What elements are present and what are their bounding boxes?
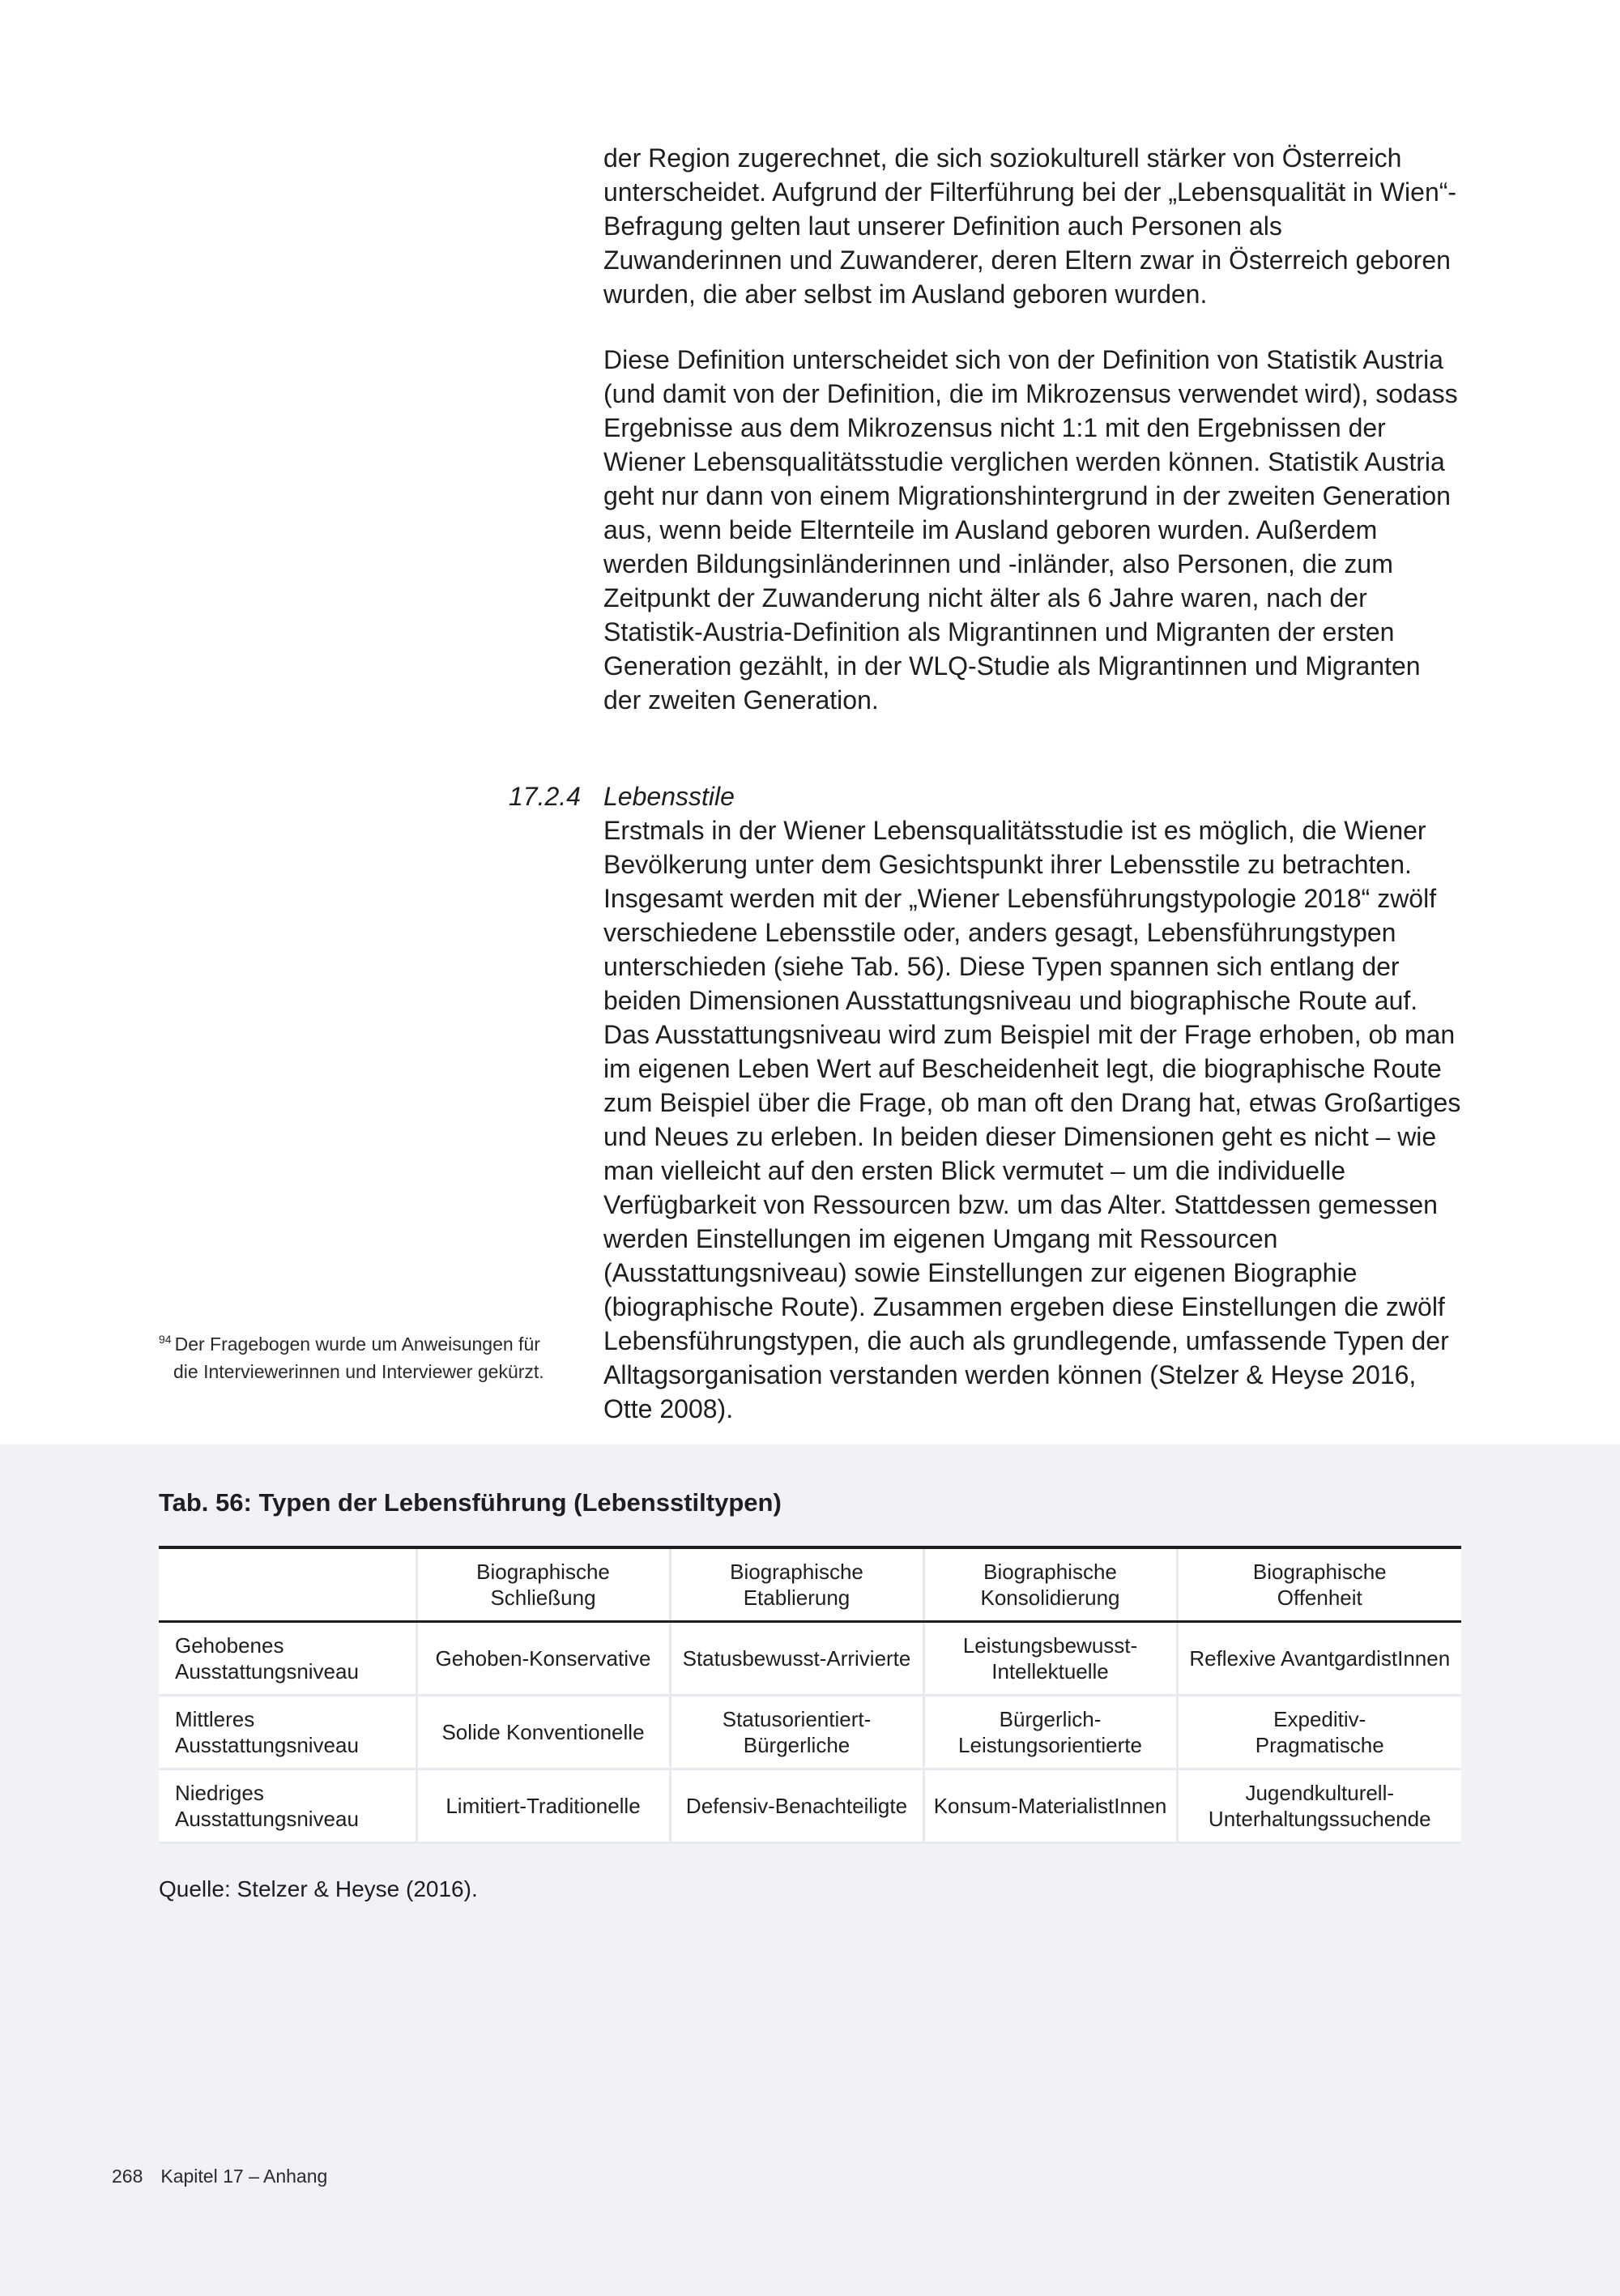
footnote (159, 1325, 548, 1385)
table-source: Quelle: Stelzer & Heyse (2016). (159, 1876, 478, 1901)
table-row (159, 1769, 1461, 1843)
table-cell: Jugendkulturell- Unterhaltungssuchende (1177, 1769, 1461, 1843)
table-cell: Defensiv-Benachteiligte (670, 1769, 923, 1843)
table-row-label: Mittleres Ausstattungsniveau (159, 1696, 416, 1769)
footnote-number: 94 (159, 1333, 172, 1346)
table-row-label: Niedriges Ausstattungsniveau (159, 1769, 416, 1843)
table-row (159, 1622, 1461, 1696)
footnote-line-1: Der Fragebogen wurde um Anweisungen für (174, 1334, 540, 1355)
table-title: Tab. 56: Typen der Lebensführung (Lebensstiltypen) (159, 1488, 782, 1517)
page-number: 268 (112, 2166, 143, 2187)
footnote-line-2: die Interviewerinnen und Interviewer gekürzt. (173, 1361, 544, 1382)
table-row (159, 1696, 1461, 1769)
table-cell: Expeditiv- Pragmatische (1177, 1696, 1461, 1769)
chapter-label: Kapitel 17 – Anhang (160, 2166, 328, 2187)
table-cell: Konsum-MaterialistInnen (923, 1769, 1177, 1843)
table-header-cell: Biographische Konsolidierung (923, 1547, 1177, 1622)
section-number: 17.2.4 (509, 782, 581, 811)
table-header-cell: Biographische Offenheit (1177, 1547, 1461, 1622)
table-cell: Statusorientiert- Bürgerliche (670, 1696, 923, 1769)
body-paragraph-3: Erstmals in der Wiener Lebensqualitätsstudie ist es möglich, die Wiener Bevölkerung unter dem Gesichtspunkt ihrer Lebensstile zu betrachten. Insgesamt werden mit der „Wiener Lebensführungstypologie 2018“ zwölf verschiedene Lebensstile oder, anders gesagt, Lebensführungstypen unterschieden (siehe Tab. 56). Diese Typen spannen sich entlang der beiden Dimensionen Ausstattungsniveau und biographische Route auf. Das Ausstattungsniveau wird zum Beispiel mit der Frage erhoben, ob man im eigenen Leben Wert auf Bescheidenheit legt, die biographische Route zum Beispiel über die Frage, ob man oft den Drang hat, etwas Großartiges und Neues zu erleben. In beiden dieser Dimensionen geht es nicht – wie man vielleicht auf den ersten Blick vermutet – um die individuelle Verfügbarkeit von Ressourcen bzw. um das Alter. Stattdessen gemessen werden Einstellungen im eigenen Umgang mit Ressourcen (Ausstattungsniveau) sowie Einstellungen zur eigenen Biographie (biographische Route). Zusammen ergeben diese Einstellungen die zwölf Lebensführungstypen, die auch als grundlegende, umfassende Typen der Alltagsorganisation verstanden werden können (Stelzer & Heyse 2016, Otte 2008). (603, 816, 1461, 1423)
body-paragraph-2: Diese Definition unterscheidet sich von der Definition von Statistik Austria (und damit von der Definition, die im Mikrozensus verwendet wird), sodass Ergebnisse aus dem Mikrozensus nicht 1:1 mit den Ergebnissen der Wiener Lebensqualitätsstudie verglichen werden können. Statistik Austria geht nur dann von einem Migrationshintergrund in der zweiten Generation aus, wenn beide Elternteile im Ausland geboren wurden. Außerdem werden Bildungsinländerinnen und -inländer, also Personen, die zum Zeitpunkt der Zuwanderung nicht älter als 6 Jahre waren, nach der Statistik-Austria-Definition als Migrantinnen und Migranten der ersten Generation gezählt, in der WLQ-Studie als Migrantinnen und Migranten der zweiten Generation. (603, 345, 1458, 715)
table-header-empty (159, 1547, 416, 1622)
lifestyle-types-table (159, 1546, 1461, 1844)
table-cell: Leistungsbewusst- Intellektuelle (923, 1622, 1177, 1696)
table-row-label: Gehobenes Ausstattungsniveau (159, 1622, 416, 1696)
table-header-cell: Biographische Etablierung (670, 1547, 923, 1622)
page-footer (112, 2164, 327, 2188)
body-paragraph-1: der Region zugerechnet, die sich soziokulturell stärker von Österreich unterscheidet. Aufgrund der Filterführung bei der „Lebensqualität in Wien“-Befragung gelten laut unserer Definition auch Personen als Zuwanderinnen und Zuwanderer, deren Eltern zwar in Österreich geboren wurden, die aber selbst im Ausland geboren wurden. (603, 143, 1457, 309)
table-cell: Limitiert-Traditionelle (416, 1769, 670, 1843)
section-title: Lebensstile (603, 782, 735, 811)
table-header-cell: Biographische Schließung (416, 1547, 670, 1622)
table-header-row (159, 1547, 1461, 1622)
table-cell: Bürgerlich- Leistungsorientierte (923, 1696, 1177, 1769)
table-cell: Gehoben-Konservative (416, 1622, 670, 1696)
table-cell: Reflexive AvantgardistInnen (1177, 1622, 1461, 1696)
table-cell: Solide Konventionelle (416, 1696, 670, 1769)
table-cell: Statusbewusst-Arrivierte (670, 1622, 923, 1696)
